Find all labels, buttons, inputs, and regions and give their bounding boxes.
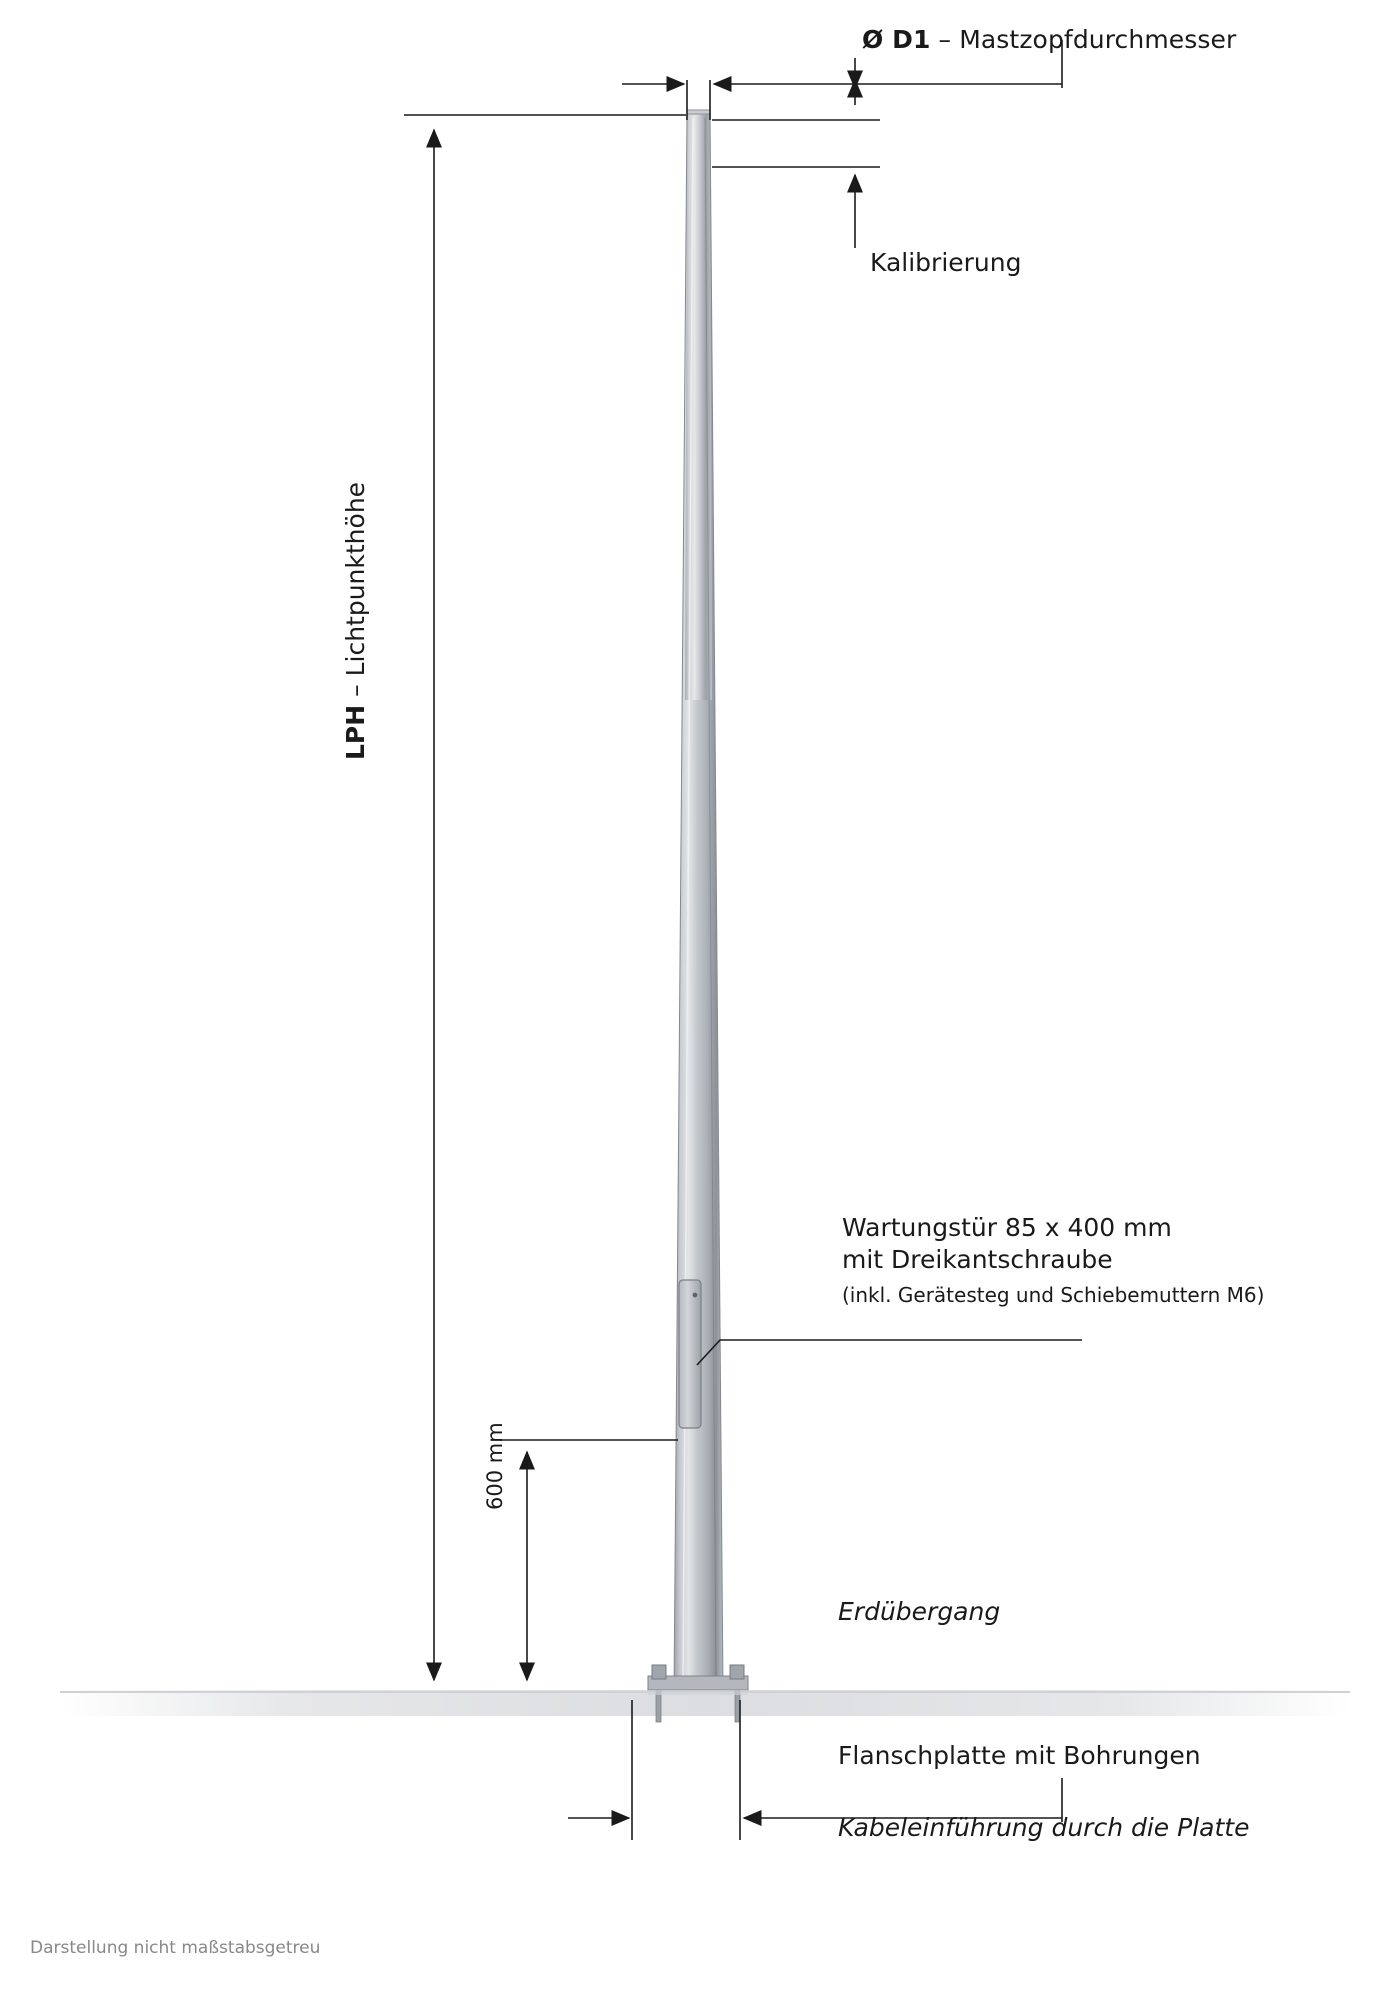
dimension-600mm — [500, 1440, 678, 1680]
label-kalibrierung: Kalibrierung — [870, 248, 1022, 277]
label-lph-rest: – Lichtpunkthöhe — [341, 481, 370, 705]
label-wartungstuer-line1: Wartungstür 85 x 400 mm — [842, 1213, 1172, 1242]
label-wartungstuer — [842, 1212, 1264, 1309]
label-wartungstuer-line2: mit Dreikantschraube — [842, 1245, 1113, 1274]
label-wartungstuer-sub: (inkl. Gerätesteg und Schiebemuttern M6) — [842, 1283, 1265, 1307]
label-d1 — [862, 24, 1236, 56]
label-600mm: 600 mm — [483, 1422, 507, 1510]
label-kabeleinfuehrung: Kabeleinführung durch die Platte — [838, 1813, 1250, 1842]
maintenance-door — [679, 1280, 701, 1428]
label-flanschplatte: Flanschplatte mit Bohrungen — [838, 1741, 1201, 1770]
dimension-lph — [404, 115, 686, 1680]
leader-wartungstuer — [697, 1340, 1082, 1365]
mast-pole — [674, 110, 723, 1690]
label-d1-rest: – Mastzopfdurchmesser — [930, 25, 1237, 54]
label-lph-bold: LPH — [341, 704, 370, 760]
footnote-scale-note: Darstellung nicht maßstabsgetreu — [30, 1938, 321, 1958]
dimension-kalibrierung — [712, 58, 880, 248]
label-lph — [340, 482, 372, 760]
label-d1-bold: Ø D1 — [862, 25, 931, 54]
label-erduebergang: Erdübergang — [838, 1597, 1001, 1626]
